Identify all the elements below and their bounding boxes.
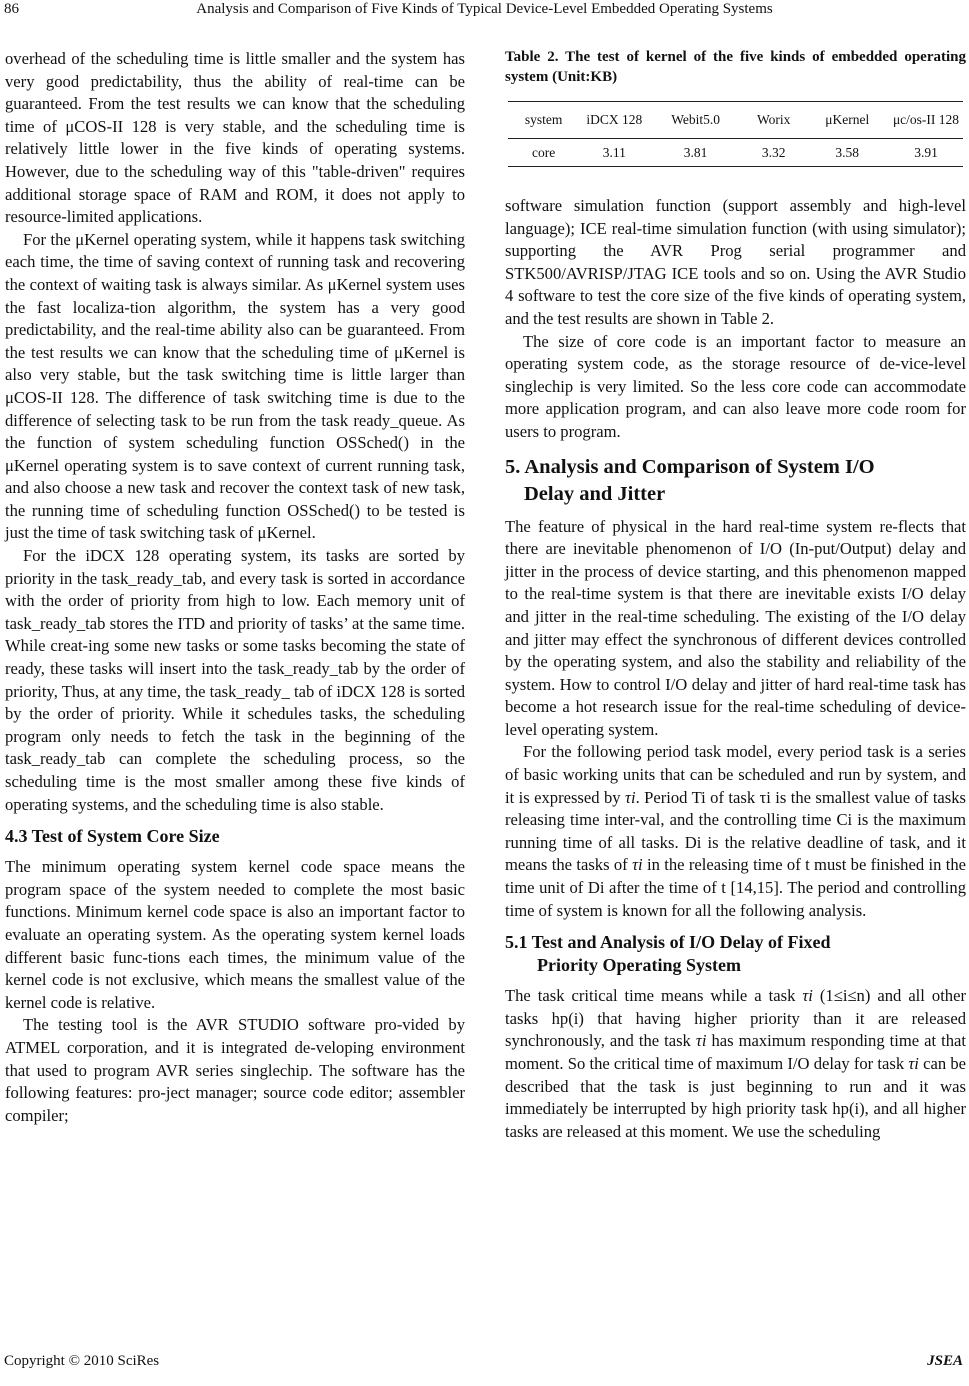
left-column — [5, 48, 465, 1127]
right-column — [505, 48, 966, 1143]
table-cell: 3.58 — [835, 144, 860, 160]
table-header-cell: system — [524, 112, 563, 127]
paragraph: overhead of the scheduling time is little smaller and the system has very good predictability, thus the ability of real-time can be guaranteed. From the test results we can know that the scheduling time of μCOS-II 128 is very stable, and the scheduling time is relatively little lower in the five kinds of operating systems. However, due to the scheduling way of this "table-driven" requires additional storage space of RAM and ROM, it does not apply to resource-limited applications. — [5, 49, 465, 227]
table-header-cell: iDCX 128 — [586, 112, 643, 127]
section-heading-line: 5. Analysis and Comparison of System I/O — [505, 455, 875, 478]
table-cell: 3.11 — [602, 144, 626, 160]
table-header-cell: Worix — [756, 112, 791, 127]
section-heading-line: Delay and Jitter — [524, 482, 666, 505]
paragraph: The testing tool is the AVR STUDIO software pro-vided by ATMEL corporation, and it is integrated de-veloping environment that used to program AVR series singlechip. The software has the following features: pro-ject manager; source code editor; assembler compiler; — [5, 1015, 465, 1125]
text-run: . Period Ti of task τi is the smallest value of tasks releasing time inter-val, and the controlling time Ci is the maximum running time of all tasks. Di is the relative deadline of task, and it means the tasks of — [505, 787, 967, 875]
kernel-size-table — [508, 101, 963, 167]
section-heading-4-3: 4.3 Test of System Core Size — [5, 826, 220, 847]
math-symbol: τi — [625, 787, 636, 807]
text-run: The task critical time means while a task — [505, 986, 803, 1006]
text-run: (1≤i≤n) and all other tasks hp(i) that having higher priority than it are released synchronously, and the task — [505, 986, 966, 1051]
table-header-row — [508, 102, 963, 139]
math-symbol: τi — [908, 1054, 919, 1073]
table-header-cell: μKernel — [825, 112, 870, 127]
section-heading-5 — [505, 454, 966, 508]
paragraph: For the iDCX 128 operating system, its tasks are sorted by priority in the task_ready_tab, and every task is sorted in accordance with the order of priority from high to low. Each memory unit of task_ready_tab stores the ITD and priority of tasks’ at the same time. While creat-ing some new tasks or some tasks becoming the state of ready, these tasks will insert into the task_ready_tab by the order of priority, Thus, at any time, the task_ready_ tab of iDCX 128 is sorted by the order of priority. While it schedules tasks, the scheduling program only needs to fetch the task in the beginning of the task_ready_tab can complete the scheduling process, so the scheduling time is the most smaller among these five kinds of operating systems, and the scheduling time is also stable. — [5, 546, 465, 814]
page-number: 86 — [4, 1, 19, 17]
table-cell: core — [532, 144, 556, 160]
section-heading-line: Priority Operating System — [537, 955, 741, 976]
table-cell: 3.32 — [761, 144, 786, 160]
table-caption: Table 2. The test of kernel of the five kinds of embedded operating system (Unit:KB) — [505, 49, 966, 85]
paragraph: The size of core code is an important factor to measure an operating system code, as the storage resource of de-vice-level singlechip is very limited. So the less core code can accommodate more application program, and can also leave more code room for users to program. — [505, 331, 966, 441]
text-run: can be described that the task is just beginning to run and it was immediately be interrupted by high priority task hp(i), and all higher tasks are released at this moment. We use the scheduling — [505, 1054, 966, 1141]
table-row — [508, 139, 963, 167]
table-cell: 3.81 — [683, 144, 708, 160]
table-cell: 3.91 — [914, 144, 938, 160]
journal-name: JSEA — [927, 1353, 963, 1369]
table-header-cell: Webit5.0 — [671, 112, 720, 127]
paragraph — [505, 985, 966, 1143]
table-header-cell: μc/os-II 128 — [892, 112, 960, 127]
paragraph: software simulation function (support assembly and high-level language); ICE real-time simulation function (with using simulator); supporting the AVR Prog serial programmer and STK500/AVRISP/JTAG ICE tools and so on. Using the AVR Studio 4 software to test the core size of the five kinds of operating system, and the test results are shown in Table 2. — [505, 196, 966, 328]
text-run: in the releasing time of t must be finished in the time unit of Di after the time of t [14,15]. The period and controlling time of system is known for all the following analysis. — [505, 855, 966, 920]
math-symbol: τi — [632, 855, 643, 875]
math-symbol: τi — [802, 986, 813, 1006]
paragraph — [505, 741, 966, 922]
paragraph: The feature of physical in the hard real-time system re-flects that there are inevitable phenomenon of I/O (In-put/Output) delay and jitter in the process of device starting, and this phenomenon mapped to the real-time system is that there are inevitable exists I/O delay and jitter in the real-time scheduling. The existing of the I/O delay and jitter may effect the synchronous of different devices controlled by the operating system, and also the stability and reliability of the system. How to control I/O delay and jitter of hard real-time task has become a hot research issue for the real-time scheduling of device-level operating system. — [505, 516, 966, 739]
section-heading-5-1 — [505, 931, 966, 977]
text-run: For the following period task model, every period task is a series of basic working units that can be scheduled and run by system, and it is expressed by — [505, 742, 966, 807]
section-heading-line: 5.1 Test and Analysis of I/O Delay of Fixed — [505, 932, 831, 953]
running-title: Analysis and Comparison of Five Kinds of Typical Device-Level Embedded Operating Systems — [196, 1, 773, 17]
paragraph: The minimum operating system kernel code space means the program space of the system needed to complete the most basic functions. Minimum kernel code space is also an important factor to evaluate an operating system. As the operating system kernel loads different basic func-tions each times, the minimum value of the kernel code is not exclusive, which means the smallest value of the kernel code is relative. — [5, 857, 465, 1012]
text-run: has maximum responding time at that moment. So the critical time of maximum I/O delay for task — [505, 1031, 966, 1073]
page-header — [0, 0, 969, 24]
copyright-notice: Copyright © 2010 SciRes — [4, 1353, 160, 1369]
paragraph: For the μKernel operating system, while it happens task switching each time, the time of saving context of running task and recovering the context of waiting task is always similar. As μKernel system uses the fast localiza-tion algorithm, the system has a very good predictability, and the real-time ability also can be guaranteed. From the test results we can know that the scheduling time of μKernel is also very stable, but the task switching time is little larger than μCOS-II 128. The difference of task switching time is due to the difference of selecting task to be run from the task ready_queue. As the function of system scheduling function OSSched() in the μKernel operating system is to save context of current running task, and also choose a new task and recover the context task of new task, the running time of scheduling function OSSched() to be tested is just the time of task switching task of μKernel. — [5, 229, 465, 543]
math-symbol: τi — [695, 1031, 707, 1051]
